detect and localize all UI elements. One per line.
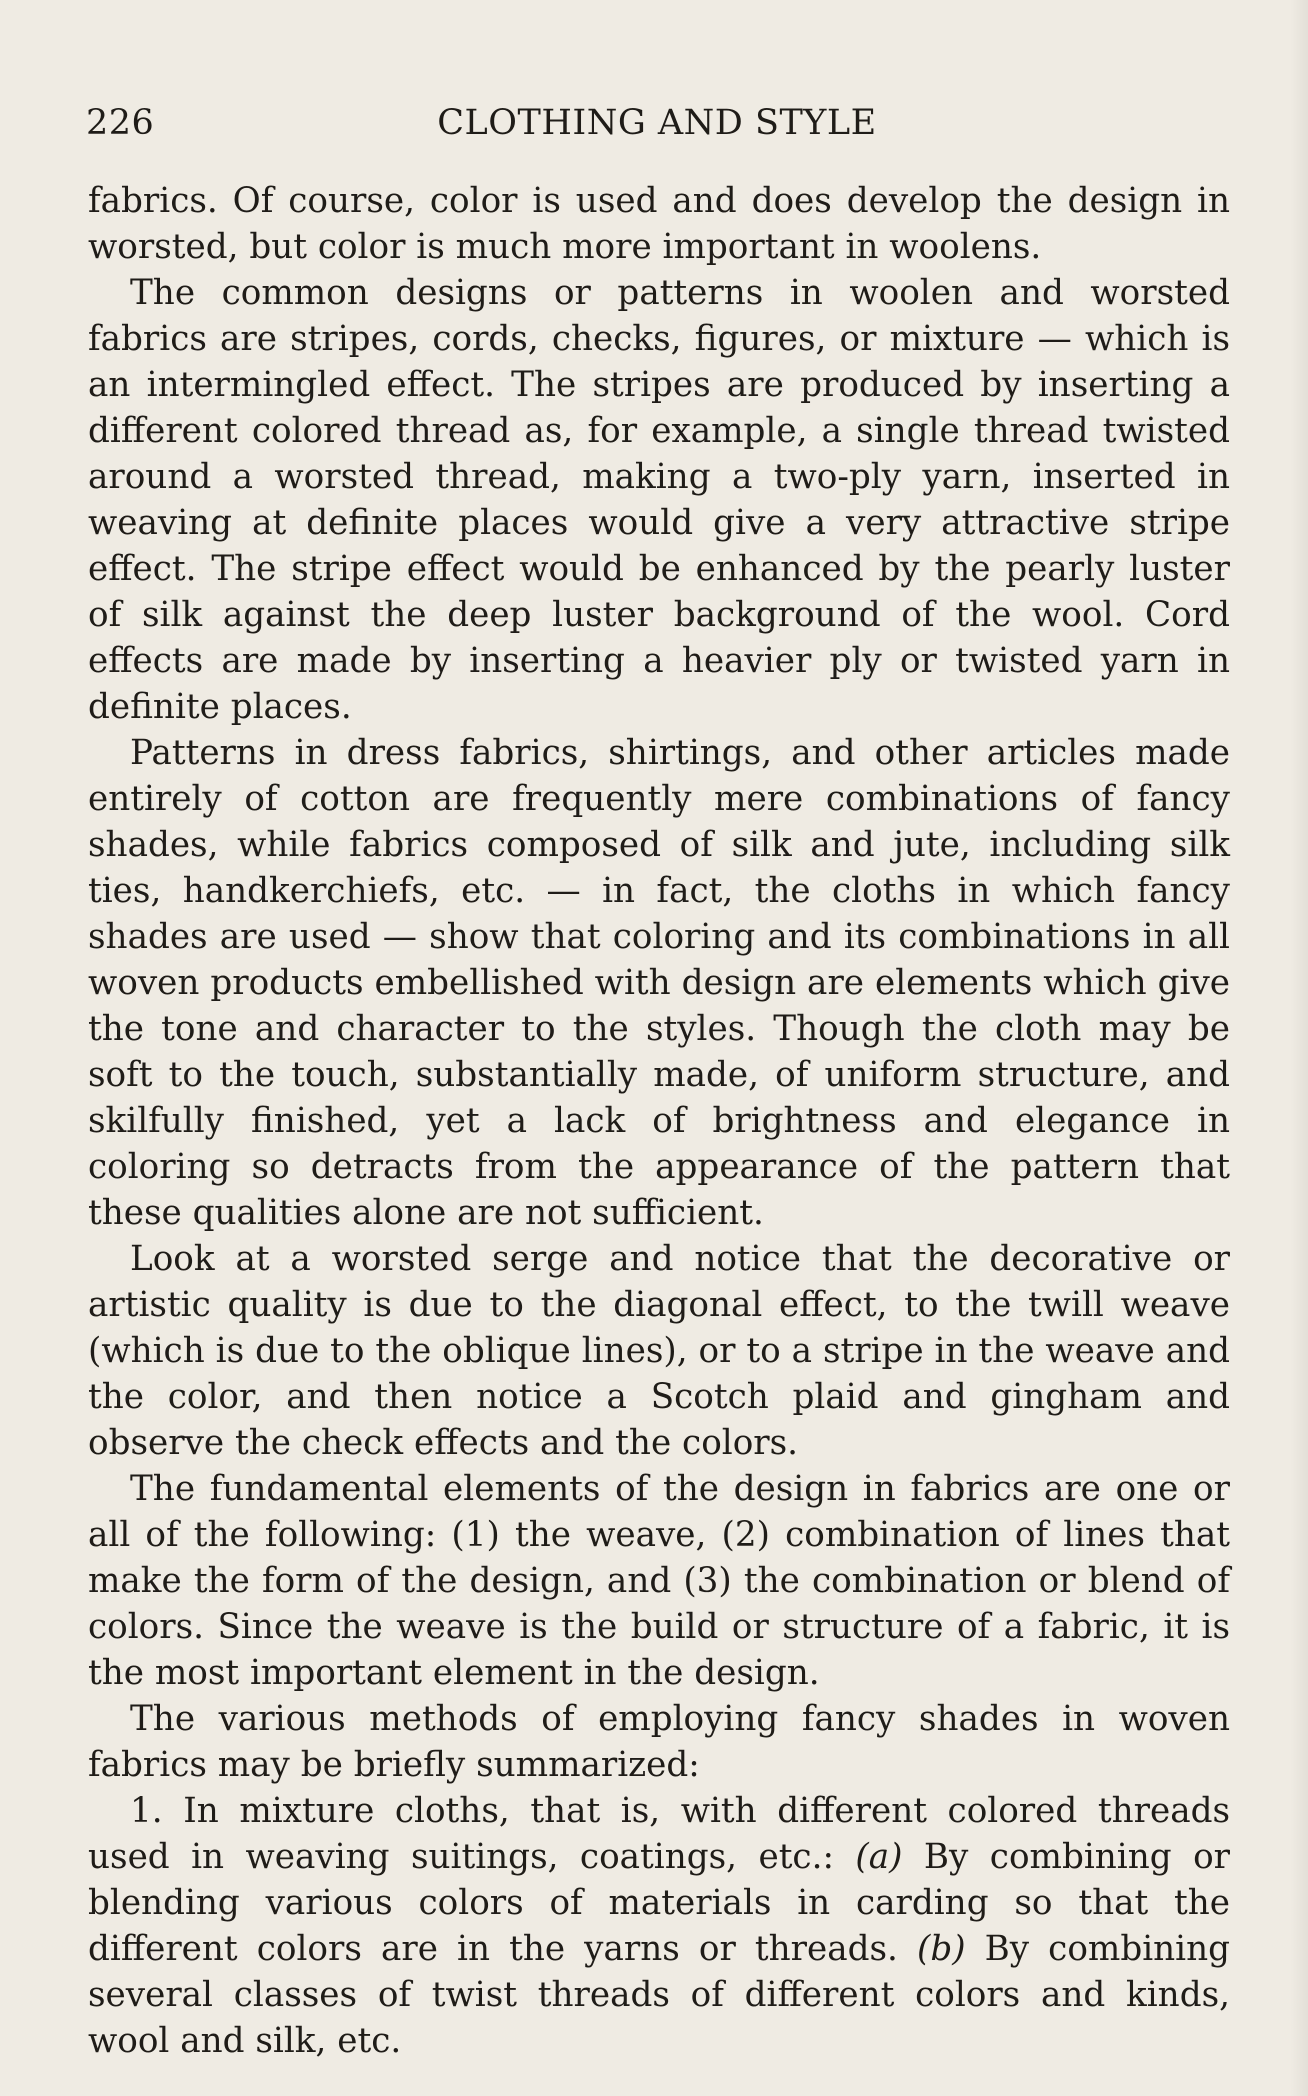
body-text xyxy=(88,178,1230,2064)
paragraph: Patterns in dress fabrics, shirtings, and other articles made entirely of cotton are frequently mere combinations of fancy shades, while fabrics composed of silk and jute, including silk ties, handkerchiefs, etc. — in fact, the cloths in which fancy shades are used — show that coloring and its combinations in all woven products embellished with design are elements which give the tone and character to the styles. Though the cloth may be soft to the touch, substantially made, of uniform structure, and skilfully finished, yet a lack of brightness and elegance in coloring so detracts from the appearance of the pattern that these qualities alone are not sufficient. xyxy=(88,733,1230,1233)
running-head: CLOTHING AND STYLE xyxy=(437,103,877,143)
page-number: 226 xyxy=(86,103,155,143)
paragraph: The common designs or patterns in woolen and worsted fabrics are stripes, cords, checks, figures, or mixture — which is an intermingled effect. The stripes are produced by inserting a different colored thread as, for example, a single thread twisted around a worsted thread, making a two-ply yarn, inserted in weaving at definite places would give a very attractive stripe effect. The stripe effect would be enhanced by the pearly luster of silk against the deep luster background of the wool. Cord effects are made by inserting a heavier ply or twisted yarn in definite places. xyxy=(88,273,1230,727)
list-item-text-b: By combining several classes of twist threads of different colors and kinds, wool and silk, etc. xyxy=(88,1929,1230,2061)
numbered-list-item xyxy=(88,1788,1230,2064)
page-edge-shadow xyxy=(1290,0,1308,2096)
list-item-text-a: By combining or blending various colors of materials in carding so that the different colors are in the yarns or threads. xyxy=(88,1837,1230,1969)
page-header xyxy=(86,98,1228,148)
paragraph: The various methods of employing fancy shades in woven fabrics may be briefly summarized: xyxy=(88,1699,1230,1785)
list-item-intro: 1. In mixture cloths, that is, with different colored threads used in weaving suitings, coatings, etc.: xyxy=(88,1791,1230,1877)
list-marker-b: (b) xyxy=(916,1929,966,1969)
paragraph: Look at a worsted serge and notice that the decorative or artistic quality is due to the diagonal effect, to the twill weave (which is due to the oblique lines), or to a stripe in the weave and the color, and then notice a Scotch plaid and gingham and observe the check effects and the colors. xyxy=(88,1239,1230,1463)
paragraph-continued: fabrics. Of course, color is used and does develop the design in worsted, but color is much more important in woolens. xyxy=(88,181,1230,267)
paragraph: The fundamental elements of the design in fabrics are one or all of the following: (1) the weave, (2) combination of lines that make the form of the design, and (3) the combination or blend of colors. Since the weave is the build or structure of a fabric, it is the most important element in the design. xyxy=(88,1469,1230,1693)
list-marker-a: (a) xyxy=(855,1837,903,1877)
